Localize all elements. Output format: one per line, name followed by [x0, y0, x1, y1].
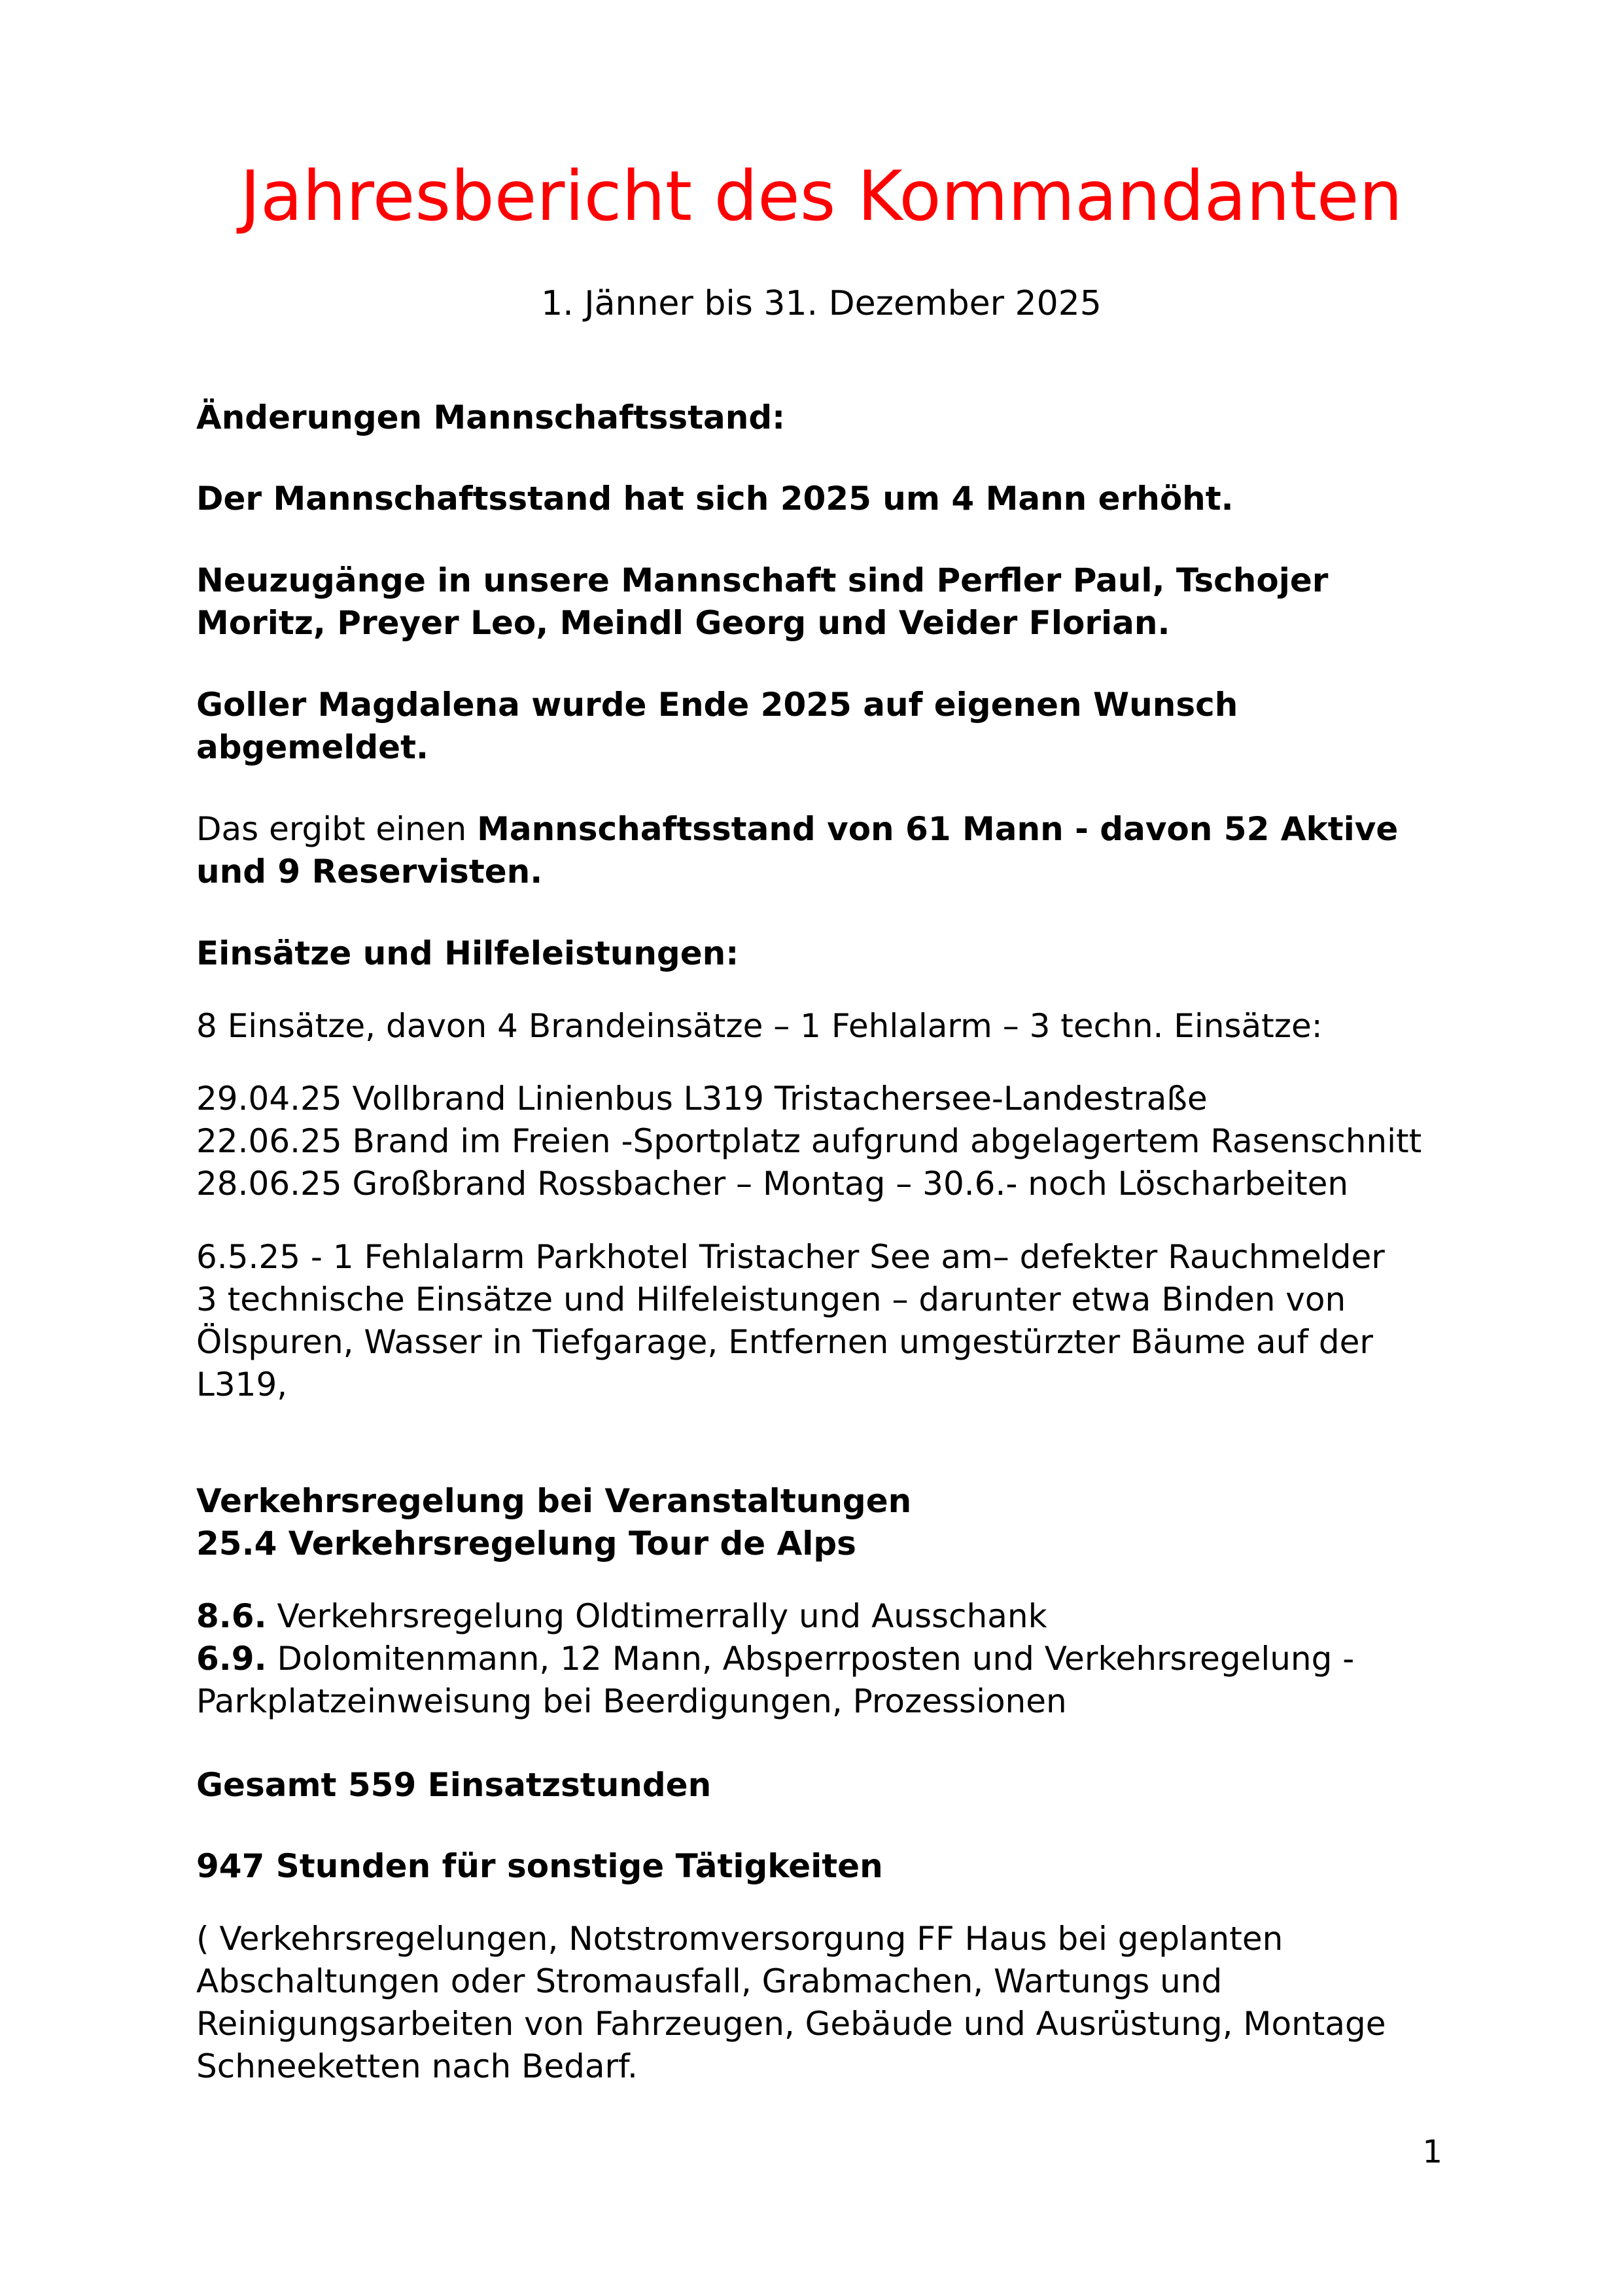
- paragraph-einsaetze-summary: [196, 1005, 1446, 1048]
- text-line: 25.4 Verkehrsregelung Tour de Alps: [196, 1525, 856, 1563]
- paragraph-mannschaftsstand-gesamt: [196, 808, 1446, 893]
- heading-gesamt-einsatzstunden: [196, 1764, 1446, 1807]
- text-line: Verkehrsregelung bei Veranstaltungen: [196, 1482, 912, 1520]
- text-line: 28.06.25 Großbrand Rossbacher – Montag – 30.6.- noch Löscharbeiten: [196, 1165, 1349, 1203]
- text-line: Abschaltungen oder Stromausfall, Grabmachen, Wartungs und: [196, 1962, 1223, 2000]
- paragraph-goller-abmeldung: [196, 684, 1446, 769]
- text-line: 29.04.25 Vollbrand Linienbus L319 Tristachersee-Landestraße: [196, 1080, 1208, 1118]
- text-line: Einsätze und Hilfeleistungen:: [196, 934, 739, 972]
- text-line: L319,: [196, 1366, 288, 1404]
- heading-aenderungen-mannschaftsstand: [196, 397, 1446, 439]
- text-line: 22.06.25 Brand im Freien -Sportplatz aufgrund abgelagertem Rasenschnitt: [196, 1122, 1422, 1160]
- text-line: abgemeldet.: [196, 728, 428, 766]
- text-line: Moritz, Preyer Leo, Meindl Georg und Veider Florian.: [196, 604, 1170, 642]
- text-segment: 6.9.: [196, 1640, 267, 1678]
- heading-einsaetze-hilfeleistungen: [196, 932, 1446, 975]
- text-line: ( Verkehrsregelungen, Notstromversorgung FF Haus bei geplanten: [196, 1920, 1283, 1958]
- text-segment: 8.6.: [196, 1597, 267, 1635]
- text-segment: Das ergibt einen: [196, 810, 478, 848]
- text-line: Änderungen Mannschaftsstand:: [196, 398, 786, 436]
- paragraph-neuzugaenge: [196, 559, 1446, 645]
- text-line: Ölspuren, Wasser in Tiefgarage, Entfernen umgestürzter Bäume auf der: [196, 1323, 1373, 1361]
- text-line: Gesamt 559 Einsatzstunden: [196, 1766, 712, 1804]
- text-line: 3 technische Einsätze und Hilfeleistungen – darunter etwa Binden von: [196, 1280, 1346, 1318]
- heading-verkehrsregelung: [196, 1480, 1446, 1565]
- paragraph-brandeinsaetze-liste: [196, 1078, 1446, 1205]
- text-line: [196, 1595, 1446, 1638]
- paragraph-fehlalarm-technische-einsaetze: [196, 1236, 1446, 1406]
- text-line: [196, 1638, 1446, 1680]
- text-line: Reinigungsarbeiten von Fahrzeugen, Gebäude und Ausrüstung, Montage: [196, 2005, 1386, 2043]
- paragraph-veranstaltungen: [196, 1595, 1446, 1723]
- text-line: Parkplatzeinweisung bei Beerdigungen, Prozessionen: [196, 1682, 1067, 1720]
- text-line: 6.5.25 - 1 Fehlalarm Parkhotel Tristacher See am– defekter Rauchmelder: [196, 1238, 1385, 1276]
- text-line: Der Mannschaftsstand hat sich 2025 um 4 Mann erhöht.: [196, 480, 1234, 518]
- page-number: 1: [1422, 2134, 1442, 2170]
- text-line: Goller Magdalena wurde Ende 2025 auf eigenen Wunsch: [196, 686, 1238, 724]
- text-line: [196, 808, 1446, 851]
- text-line: und 9 Reservisten.: [196, 853, 543, 891]
- paragraph-sonstige-taetigkeiten: [196, 1918, 1446, 2088]
- text-line: 947 Stunden für sonstige Tätigkeiten: [196, 1847, 883, 1885]
- text-segment: Verkehrsregelung Oldtimerrally und Ausschank: [266, 1597, 1047, 1635]
- heading-947-stunden: [196, 1845, 1446, 1888]
- text-segment: Mannschaftsstand von 61 Mann - davon 52 Aktive: [477, 810, 1399, 848]
- paragraph-mannschaftsstand-erhoeht: [196, 478, 1446, 520]
- text-line: Schneeketten nach Bedarf.: [196, 2047, 638, 2085]
- page-title: Jahresbericht des Kommandanten: [240, 156, 1403, 236]
- text-segment: Dolomitenmann, 12 Mann, Absperrposten und Verkehrsregelung -: [266, 1640, 1355, 1678]
- text-line: 8 Einsätze, davon 4 Brandeinsätze – 1 Fehlalarm – 3 techn. Einsätze:: [196, 1007, 1323, 1045]
- subtitle: 1. Jänner bis 31. Dezember 2025: [541, 284, 1102, 323]
- text-line: Neuzugänge in unsere Mannschaft sind Perfler Paul, Tschojer: [196, 561, 1329, 599]
